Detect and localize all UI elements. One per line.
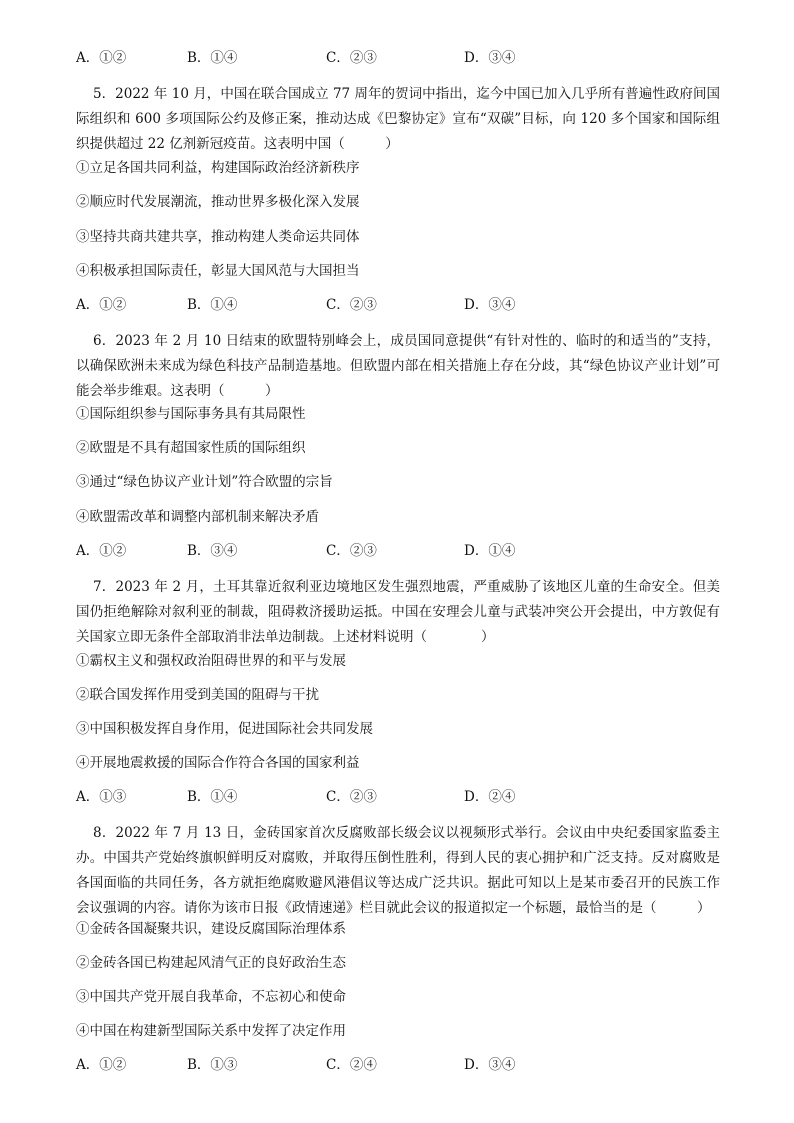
- option-a[interactable]: A．①②: [76, 50, 127, 66]
- option-c[interactable]: C．②③: [326, 297, 377, 313]
- question-8-statement-3: ③中国共产党开展自我革命，不忘初心和使命: [76, 989, 346, 1005]
- option-c[interactable]: C．②③: [326, 50, 377, 66]
- question-7-options: [76, 787, 716, 807]
- question-7-statement-1: ①霸权主义和强权政治阻碍世界的和平与发展: [76, 653, 346, 669]
- question-7-statement-3: ③中国积极发挥自身作用，促进国际社会共同发展: [76, 721, 373, 737]
- option-d[interactable]: D．③④: [464, 297, 516, 313]
- question-6-statement-4: ④欧盟需改革和调整内部机制来解决矛盾: [76, 509, 319, 525]
- option-b[interactable]: B．①④: [187, 297, 238, 313]
- option-b[interactable]: B．③④: [187, 543, 238, 559]
- question-5-stem: 5．2022 年 10 月，中国在联合国成立 77 周年的贺词中指出，迄今中国已加入几乎所有普遍性政府间国际组织和 600 多项国际公约及修正案，推动达成《巴黎协定》宣布“双碳”目标，向 120 多个国家和国际组织提供超过 22 亿剂新冠疫苗。这表明中国（ ）: [76, 86, 720, 152]
- question-6-statement-2: ②欧盟是不具有超国家性质的国际组织: [76, 440, 306, 456]
- option-a[interactable]: A．①②: [76, 543, 127, 559]
- question-5-statement-1: ①立足各国共同利益，构建国际政治经济新秩序: [76, 160, 360, 176]
- question-8-options: [76, 1055, 716, 1075]
- question-8-statement-1: ①金砖各国凝聚共识，建设反腐国际治理体系: [76, 921, 346, 937]
- prev-question-options: [76, 48, 716, 68]
- question-7-statement-4: ④开展地震救援的国际合作符合各国的国家利益: [76, 755, 360, 771]
- question-6-options: [76, 541, 716, 561]
- option-b[interactable]: B．①④: [187, 50, 238, 66]
- question-5-options: [76, 295, 716, 315]
- option-a[interactable]: A．①③: [76, 789, 127, 805]
- option-a[interactable]: A．①②: [76, 1057, 127, 1073]
- option-a[interactable]: A．①②: [76, 297, 127, 313]
- question-5-statement-3: ③坚持共商共建共享，推动构建人类命运共同体: [76, 229, 360, 245]
- question-8-statement-4: ④中国在构建新型国际关系中发挥了决定作用: [76, 1023, 346, 1039]
- question-6-stem: 6．2023 年 2 月 10 日结束的欧盟特别峰会上，成员国同意提供“有针对性的、临时的和适当的”支持，以确保欧洲未来成为绿色科技产品制造基地。但欧盟内部在相关措施上存在分歧，其“绿色协议产业计划”可能会举步维艰。这表明（ ）: [76, 333, 720, 399]
- question-7-statement-2: ②联合国发挥作用受到美国的阻碍与干扰: [76, 687, 319, 703]
- option-b[interactable]: B．①④: [187, 789, 238, 805]
- option-b[interactable]: B．①③: [187, 1057, 238, 1073]
- option-d[interactable]: D．③④: [464, 1057, 516, 1073]
- question-8-statement-2: ②金砖各国已构建起风清气正的良好政治生态: [76, 955, 346, 971]
- option-c[interactable]: C．②③: [326, 543, 377, 559]
- question-8-stem: 8．2022 年 7 月 13 日，金砖国家首次反腐败部长级会议以视频形式举行。会议由中央纪委国家监委主办。中国共产党始终旗帜鲜明反对腐败，并取得压倒性胜利，得到人民的衷心拥护和广泛支持。反对腐败是各国面临的共同任务，各方就拒绝腐败避风港倡议等达成广泛共识。据此可知以上是某市委召开的民族工作会议强调的内容。请你为该市日报《政情速递》栏目就此会议的报道拟定一个标题，最恰当的是（ ）: [76, 825, 720, 916]
- option-c[interactable]: C．②④: [326, 1057, 377, 1073]
- option-d[interactable]: D．③④: [464, 50, 516, 66]
- question-5-statement-4: ④积极承担国际责任，彰显大国风范与大国担当: [76, 263, 360, 279]
- question-7-stem: 7．2023 年 2 月，土耳其靠近叙利亚边境地区发生强烈地震，严重威胁了该地区儿童的生命安全。但美国仍拒绝解除对叙利亚的制裁，阻碍救济援助运抵。中国在安理会儿童与武装冲突公开会提出，中方敦促有关国家立即无条件全部取消非法单边制裁。上述材料说明（ ）: [76, 579, 720, 645]
- option-c[interactable]: C．②③: [326, 789, 377, 805]
- question-6-statement-3: ③通过“绿色协议产业计划”符合欧盟的宗旨: [76, 474, 333, 490]
- question-6-statement-1: ①国际组织参与国际事务具有其局限性: [76, 406, 306, 422]
- option-d[interactable]: D．①④: [464, 543, 516, 559]
- question-5-statement-2: ②顺应时代发展潮流，推动世界多极化深入发展: [76, 194, 360, 210]
- option-d[interactable]: D．②④: [464, 789, 516, 805]
